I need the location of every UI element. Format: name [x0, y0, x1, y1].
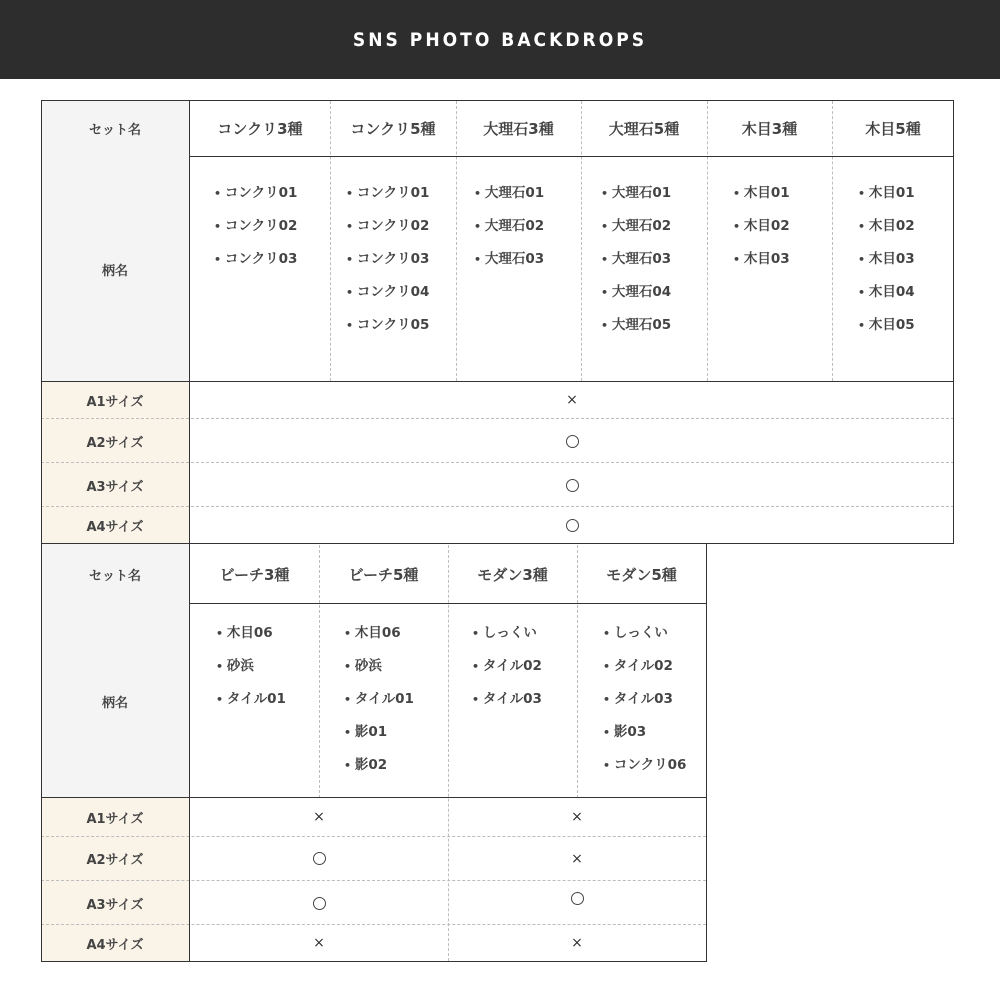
list-item: • 砂浜 — [216, 658, 286, 691]
set-header: モダン3種 — [477, 565, 548, 584]
list-item: • タイル03 — [603, 691, 686, 724]
divider — [41, 836, 706, 837]
availability-mark: × — [571, 935, 583, 951]
size-label-a2: A2サイズ — [41, 836, 189, 881]
list-item: • タイル02 — [603, 658, 686, 691]
border — [41, 797, 707, 798]
border — [953, 100, 954, 544]
list-item: • 大理石05 — [601, 317, 671, 350]
border — [41, 381, 954, 382]
pattern-list — [216, 625, 286, 724]
list-item: • 木目01 — [858, 185, 915, 218]
set-header: ビーチ5種 — [348, 565, 419, 584]
list-item: • 木目02 — [733, 218, 790, 251]
pattern-list — [214, 185, 297, 284]
list-item: • 大理石04 — [601, 284, 671, 317]
set-header: ビーチ3種 — [219, 565, 290, 584]
availability-mark — [190, 836, 448, 881]
size-label-a3: A3サイズ — [41, 881, 189, 925]
divider — [330, 101, 331, 381]
available-circle-icon — [566, 435, 579, 448]
availability-mark: × — [571, 850, 583, 867]
divider — [707, 101, 708, 381]
divider — [456, 101, 457, 381]
list-item: • コンクリ01 — [346, 185, 429, 218]
availability-mark — [190, 881, 448, 925]
border — [41, 100, 954, 101]
list-item: • 木目02 — [858, 218, 915, 251]
list-item: • コンクリ04 — [346, 284, 429, 317]
set-name-label: セット名 — [41, 544, 189, 604]
set-header: 木目3種 — [741, 120, 798, 138]
set-name-label: セット名 — [41, 100, 189, 157]
size-label-a1: A1サイズ — [41, 381, 189, 419]
list-item: • コンクリ03 — [346, 251, 429, 284]
pattern-list — [858, 185, 915, 350]
list-item: • コンクリ01 — [214, 185, 297, 218]
list-item: • 影03 — [603, 724, 686, 757]
pattern-list — [344, 625, 414, 790]
list-item: • しっくい — [603, 625, 686, 658]
availability-mark: × — [571, 809, 583, 825]
list-item: • しっくい — [472, 625, 542, 658]
list-item: • 大理石03 — [474, 251, 544, 284]
divider — [577, 545, 578, 798]
border — [189, 603, 707, 604]
list-item: • タイル02 — [472, 658, 542, 691]
availability-mark: × — [566, 392, 578, 408]
list-item: • 木目01 — [733, 185, 790, 218]
size-label-a4: A4サイズ — [41, 507, 189, 543]
availability-mark — [190, 463, 954, 507]
list-item: • 木目03 — [858, 251, 915, 284]
availability-mark — [448, 881, 706, 916]
set-header: モダン5種 — [606, 565, 677, 584]
list-item: • 砂浜 — [344, 658, 414, 691]
border — [41, 961, 707, 962]
availability-mark: × — [313, 935, 325, 951]
border — [189, 100, 190, 544]
list-item: • 大理石01 — [601, 185, 671, 218]
size-label-a2: A2サイズ — [41, 419, 189, 463]
divider — [41, 418, 954, 419]
set-header: コンクリ5種 — [350, 120, 436, 138]
set-header: コンクリ3種 — [217, 120, 303, 138]
border — [189, 543, 190, 962]
set-header: 大理石5種 — [608, 120, 680, 138]
pattern-name-label: 柄名 — [41, 157, 189, 381]
list-item: • 木目06 — [344, 625, 414, 658]
list-item: • 影02 — [344, 757, 414, 790]
available-circle-icon — [571, 892, 584, 905]
list-item: • コンクリ05 — [346, 317, 429, 350]
divider — [41, 506, 954, 507]
border — [189, 156, 954, 157]
list-item: • タイル01 — [344, 691, 414, 724]
size-label-a4: A4サイズ — [41, 925, 189, 961]
divider — [41, 924, 706, 925]
list-item: • コンクリ02 — [346, 218, 429, 251]
set-header: 木目5種 — [865, 120, 921, 138]
pattern-list — [472, 625, 542, 724]
list-item: • 木目03 — [733, 251, 790, 284]
list-item: • 影01 — [344, 724, 414, 757]
list-item: • コンクリ03 — [214, 251, 297, 284]
pattern-list — [474, 185, 544, 284]
size-label-a3: A3サイズ — [41, 463, 189, 507]
availability-mark — [190, 419, 954, 463]
pattern-name-label: 柄名 — [41, 604, 189, 798]
availability-mark — [190, 507, 954, 543]
availability-mark: × — [313, 809, 325, 825]
list-item: • タイル01 — [216, 691, 286, 724]
list-item: • 大理石02 — [474, 218, 544, 251]
pattern-list — [346, 185, 429, 350]
available-circle-icon — [566, 519, 579, 532]
divider — [41, 462, 954, 463]
page-title: SNS PHOTO BACKDROPS — [352, 28, 648, 51]
list-item: • 大理石02 — [601, 218, 671, 251]
border — [706, 543, 707, 962]
list-item: • 木目05 — [858, 317, 915, 350]
pattern-list — [603, 625, 686, 790]
list-item: • タイル03 — [472, 691, 542, 724]
list-item: • 木目06 — [216, 625, 286, 658]
divider — [41, 880, 706, 881]
set-header: 大理石3種 — [483, 120, 554, 138]
available-circle-icon — [313, 852, 326, 865]
size-label-a1: A1サイズ — [41, 798, 189, 836]
pattern-list — [733, 185, 790, 284]
pattern-list — [601, 185, 671, 350]
list-item: • コンクリ06 — [603, 757, 686, 790]
page-header — [0, 0, 1000, 79]
border — [41, 100, 42, 544]
divider — [448, 545, 449, 961]
border — [41, 543, 42, 962]
list-item: • 大理石03 — [601, 251, 671, 284]
list-item: • コンクリ02 — [214, 218, 297, 251]
available-circle-icon — [313, 897, 326, 910]
list-item: • 大理石01 — [474, 185, 544, 218]
divider — [581, 101, 582, 381]
divider — [832, 101, 833, 381]
divider — [319, 545, 320, 798]
available-circle-icon — [566, 479, 579, 492]
list-item: • 木目04 — [858, 284, 915, 317]
